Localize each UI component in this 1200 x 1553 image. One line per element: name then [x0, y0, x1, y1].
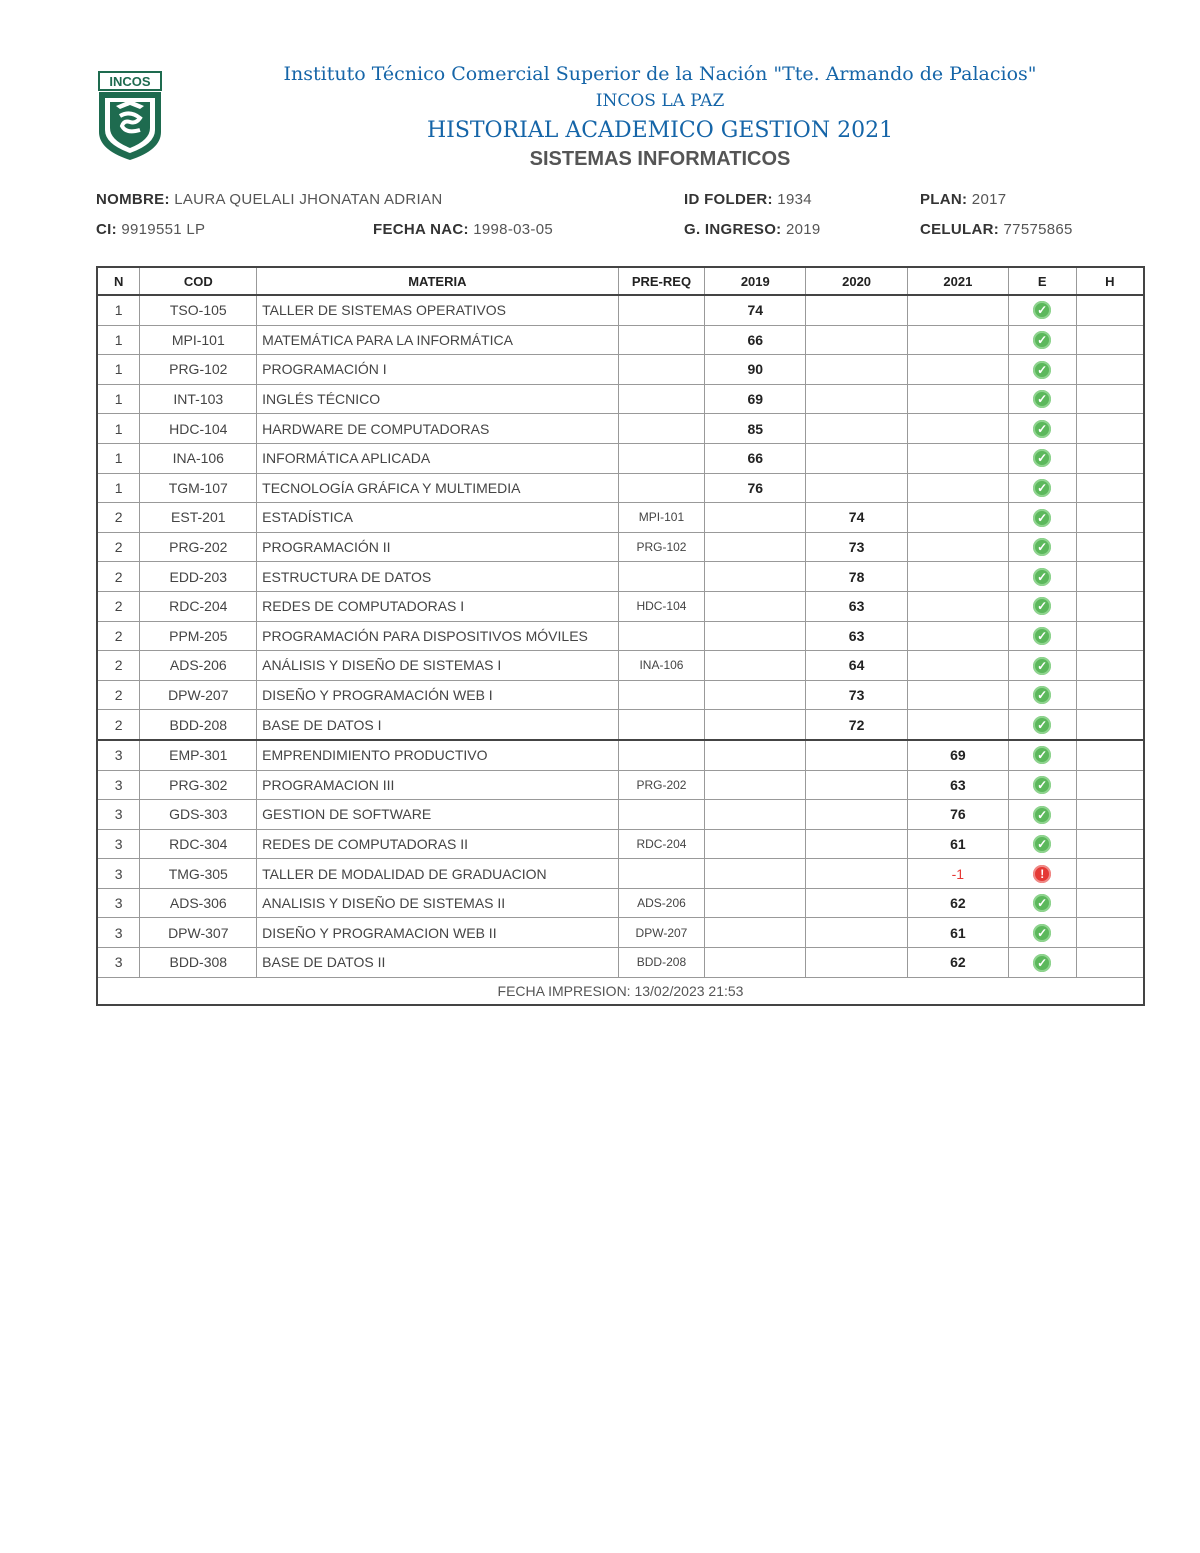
grade-2020-cell [806, 800, 908, 830]
h-cell [1076, 532, 1144, 562]
code-cell: PRG-202 [140, 532, 257, 562]
student-phone: CELULAR: 77575865 [920, 221, 1073, 238]
semester-cell: 2 [97, 503, 140, 533]
grade-2019-cell [705, 740, 806, 770]
check-circle-icon: ✓ [1033, 924, 1051, 942]
semester-cell: 3 [97, 829, 140, 859]
subject-cell: INGLÉS TÉCNICO [257, 384, 618, 414]
table-row [97, 829, 1144, 859]
grade-2019-cell [705, 591, 806, 621]
grade-2019-cell: 66 [705, 325, 806, 355]
table-row [97, 800, 1144, 830]
status-cell [1008, 503, 1076, 533]
status-cell [1008, 295, 1076, 325]
alert-circle-icon: ! [1033, 865, 1051, 883]
table-row [97, 651, 1144, 681]
grade-2020-cell [806, 888, 908, 918]
status-cell [1008, 591, 1076, 621]
status-cell [1008, 443, 1076, 473]
status-cell [1008, 680, 1076, 710]
subject-cell: REDES DE COMPUTADORAS II [257, 829, 618, 859]
semester-cell: 3 [97, 770, 140, 800]
semester-cell: 1 [97, 443, 140, 473]
status-cell [1008, 562, 1076, 592]
check-circle-icon: ✓ [1033, 331, 1051, 349]
subject-cell: ESTRUCTURA DE DATOS [257, 562, 618, 592]
prereq-cell: HDC-104 [618, 591, 705, 621]
grade-2021-cell [907, 295, 1008, 325]
grade-2021-cell: 69 [907, 740, 1008, 770]
grade-2020-cell: 78 [806, 562, 908, 592]
code-cell: PPM-205 [140, 621, 257, 651]
status-cell [1008, 888, 1076, 918]
check-circle-icon: ✓ [1033, 627, 1051, 645]
check-circle-icon: ✓ [1033, 361, 1051, 379]
grade-2019-cell [705, 621, 806, 651]
status-cell [1008, 473, 1076, 503]
grade-2021-cell [907, 562, 1008, 592]
h-cell [1076, 770, 1144, 800]
grade-2019-cell [705, 532, 806, 562]
check-circle-icon: ✓ [1033, 390, 1051, 408]
grade-2021-cell [907, 473, 1008, 503]
subject-cell: PROGRAMACIÓN II [257, 532, 618, 562]
grade-2019-cell [705, 680, 806, 710]
grade-2021-cell [907, 680, 1008, 710]
subject-cell: TALLER DE MODALIDAD DE GRADUACION [257, 859, 618, 889]
code-cell: TMG-305 [140, 859, 257, 889]
h-cell [1076, 710, 1144, 740]
grade-2019-cell [705, 918, 806, 948]
status-cell [1008, 800, 1076, 830]
grade-2021-cell [907, 414, 1008, 444]
check-circle-icon: ✓ [1033, 509, 1051, 527]
h-cell [1076, 859, 1144, 889]
table-row [97, 473, 1144, 503]
code-cell: RDC-204 [140, 591, 257, 621]
column-header: H [1076, 267, 1144, 295]
grade-2019-cell [705, 859, 806, 889]
h-cell [1076, 621, 1144, 651]
table-row [97, 859, 1144, 889]
grade-2020-cell [806, 918, 908, 948]
status-cell [1008, 829, 1076, 859]
table-row [97, 295, 1144, 325]
grade-2020-cell [806, 473, 908, 503]
grade-2021-cell [907, 621, 1008, 651]
h-cell [1076, 829, 1144, 859]
table-row [97, 680, 1144, 710]
grade-2019-cell [705, 829, 806, 859]
status-cell [1008, 740, 1076, 770]
prereq-cell [618, 859, 705, 889]
prereq-cell [618, 295, 705, 325]
table-row [97, 918, 1144, 948]
status-cell [1008, 918, 1076, 948]
grade-2021-cell [907, 651, 1008, 681]
grade-2021-cell [907, 591, 1008, 621]
document-title: HISTORIAL ACADEMICO GESTION 2021 [426, 118, 894, 143]
status-cell [1008, 355, 1076, 385]
table-row [97, 562, 1144, 592]
subject-cell: PROGRAMACIÓN I [257, 355, 618, 385]
status-cell [1008, 325, 1076, 355]
check-circle-icon: ✓ [1033, 301, 1051, 319]
prereq-cell: DPW-207 [618, 918, 705, 948]
semester-cell: 2 [97, 562, 140, 592]
subject-cell: BASE DE DATOS II [257, 948, 618, 978]
grade-2021-cell [907, 384, 1008, 414]
code-cell: RDC-304 [140, 829, 257, 859]
grade-2020-cell [806, 295, 908, 325]
h-cell [1076, 800, 1144, 830]
student-ci: CI: 9919551 LP [96, 221, 206, 238]
column-header: COD [140, 267, 257, 295]
grade-2020-cell [806, 384, 908, 414]
grade-2019-cell [705, 503, 806, 533]
campus-name: INCOS LA PAZ [595, 91, 725, 111]
table-row [97, 325, 1144, 355]
code-cell: TSO-105 [140, 295, 257, 325]
grade-2021-cell [907, 710, 1008, 740]
subject-cell: INFORMÁTICA APLICADA [257, 443, 618, 473]
table-row [97, 710, 1144, 740]
prereq-cell: MPI-101 [618, 503, 705, 533]
check-circle-icon: ✓ [1033, 420, 1051, 438]
grade-2021-cell [907, 325, 1008, 355]
table-row [97, 532, 1144, 562]
incos-logo [96, 70, 164, 162]
h-cell [1076, 473, 1144, 503]
grade-2021-cell: 62 [907, 948, 1008, 978]
check-circle-icon: ✓ [1033, 449, 1051, 467]
grade-2019-cell [705, 562, 806, 592]
grade-2021-cell: 63 [907, 770, 1008, 800]
table-row [97, 770, 1144, 800]
code-cell: INT-103 [140, 384, 257, 414]
table-row [97, 414, 1144, 444]
grade-2020-cell: 73 [806, 532, 908, 562]
column-header: N [97, 267, 140, 295]
prereq-cell [618, 325, 705, 355]
table-row [97, 948, 1144, 978]
grade-2020-cell [806, 355, 908, 385]
prereq-cell: ADS-206 [618, 888, 705, 918]
prereq-cell [618, 740, 705, 770]
grade-2020-cell [806, 443, 908, 473]
h-cell [1076, 948, 1144, 978]
h-cell [1076, 591, 1144, 621]
table-row [97, 888, 1144, 918]
grade-2021-cell [907, 503, 1008, 533]
code-cell: EMP-301 [140, 740, 257, 770]
subject-cell: EMPRENDIMIENTO PRODUCTIVO [257, 740, 618, 770]
h-cell [1076, 295, 1144, 325]
grade-2020-cell [806, 325, 908, 355]
grade-2021-cell [907, 532, 1008, 562]
grade-2020-cell: 64 [806, 651, 908, 681]
h-cell [1076, 503, 1144, 533]
table-header-row [97, 267, 1144, 295]
prereq-cell: PRG-202 [618, 770, 705, 800]
semester-cell: 2 [97, 651, 140, 681]
subject-cell: PROGRAMACIÓN PARA DISPOSITIVOS MÓVILES [257, 621, 618, 651]
code-cell: HDC-104 [140, 414, 257, 444]
code-cell: BDD-208 [140, 710, 257, 740]
check-circle-icon: ✓ [1033, 894, 1051, 912]
check-circle-icon: ✓ [1033, 479, 1051, 497]
h-cell [1076, 918, 1144, 948]
semester-cell: 2 [97, 591, 140, 621]
h-cell [1076, 414, 1144, 444]
column-header: E [1008, 267, 1076, 295]
code-cell: PRG-302 [140, 770, 257, 800]
check-circle-icon: ✓ [1033, 686, 1051, 704]
prereq-cell [618, 443, 705, 473]
student-admission: G. INGRESO: 2019 [684, 221, 821, 238]
column-header: 2021 [907, 267, 1008, 295]
code-cell: INA-106 [140, 443, 257, 473]
grade-2019-cell [705, 800, 806, 830]
grade-2019-cell: 74 [705, 295, 806, 325]
subject-cell: MATEMÁTICA PARA LA INFORMÁTICA [257, 325, 618, 355]
table-row [97, 503, 1144, 533]
check-circle-icon: ✓ [1033, 657, 1051, 675]
semester-cell: 1 [97, 473, 140, 503]
table-row [97, 384, 1144, 414]
subject-cell: REDES DE COMPUTADORAS I [257, 591, 618, 621]
status-cell [1008, 651, 1076, 681]
prereq-cell: RDC-204 [618, 829, 705, 859]
prereq-cell: PRG-102 [618, 532, 705, 562]
h-cell [1076, 651, 1144, 681]
logo-text: INCOS [109, 74, 151, 89]
grade-2020-cell: 63 [806, 621, 908, 651]
status-cell [1008, 384, 1076, 414]
semester-cell: 3 [97, 859, 140, 889]
check-circle-icon: ✓ [1033, 746, 1051, 764]
check-circle-icon: ✓ [1033, 835, 1051, 853]
h-cell [1076, 562, 1144, 592]
semester-cell: 1 [97, 384, 140, 414]
code-cell: GDS-303 [140, 800, 257, 830]
status-cell [1008, 414, 1076, 444]
status-cell [1008, 532, 1076, 562]
semester-cell: 2 [97, 710, 140, 740]
semester-cell: 3 [97, 948, 140, 978]
student-birthdate: FECHA NAC: 1998-03-05 [373, 221, 553, 238]
check-circle-icon: ✓ [1033, 597, 1051, 615]
print-date: FECHA IMPRESION: 13/02/2023 21:53 [97, 977, 1144, 1005]
code-cell: EDD-203 [140, 562, 257, 592]
code-cell: ADS-306 [140, 888, 257, 918]
career-name: SISTEMAS INFORMATICOS [529, 148, 791, 170]
column-header: 2020 [806, 267, 908, 295]
check-circle-icon: ✓ [1033, 568, 1051, 586]
grade-2021-cell: -1 [907, 859, 1008, 889]
grade-2020-cell: 72 [806, 710, 908, 740]
table-row [97, 591, 1144, 621]
prereq-cell: BDD-208 [618, 948, 705, 978]
prereq-cell [618, 414, 705, 444]
institute-name: Instituto Técnico Comercial Superior de la Nación "Tte. Armando de Palacios" [283, 63, 1037, 85]
code-cell: PRG-102 [140, 355, 257, 385]
status-cell [1008, 621, 1076, 651]
subject-cell: DISEÑO Y PROGRAMACION WEB II [257, 918, 618, 948]
code-cell: TGM-107 [140, 473, 257, 503]
check-circle-icon: ✓ [1033, 806, 1051, 824]
h-cell [1076, 888, 1144, 918]
subject-cell: GESTION DE SOFTWARE [257, 800, 618, 830]
subject-cell: DISEÑO Y PROGRAMACIÓN WEB I [257, 680, 618, 710]
h-cell [1076, 680, 1144, 710]
code-cell: MPI-101 [140, 325, 257, 355]
grade-2021-cell: 76 [907, 800, 1008, 830]
code-cell: DPW-307 [140, 918, 257, 948]
subject-cell: ANÁLISIS Y DISEÑO DE SISTEMAS I [257, 651, 618, 681]
grade-2020-cell [806, 859, 908, 889]
check-circle-icon: ✓ [1033, 954, 1051, 972]
check-circle-icon: ✓ [1033, 716, 1051, 734]
semester-cell: 2 [97, 621, 140, 651]
column-header: PRE-REQ [618, 267, 705, 295]
grade-2019-cell [705, 888, 806, 918]
h-cell [1076, 384, 1144, 414]
prereq-cell [618, 473, 705, 503]
code-cell: EST-201 [140, 503, 257, 533]
check-circle-icon: ✓ [1033, 538, 1051, 556]
prereq-cell [618, 355, 705, 385]
h-cell [1076, 325, 1144, 355]
document-header [170, 60, 1150, 172]
grade-2019-cell: 85 [705, 414, 806, 444]
semester-cell: 2 [97, 680, 140, 710]
status-cell [1008, 859, 1076, 889]
prereq-cell [618, 680, 705, 710]
grade-2021-cell: 61 [907, 918, 1008, 948]
grade-2021-cell: 62 [907, 888, 1008, 918]
grade-2021-cell: 61 [907, 829, 1008, 859]
status-cell [1008, 948, 1076, 978]
grade-2020-cell [806, 829, 908, 859]
status-cell [1008, 710, 1076, 740]
semester-cell: 2 [97, 532, 140, 562]
h-cell [1076, 443, 1144, 473]
semester-cell: 3 [97, 800, 140, 830]
subject-cell: HARDWARE DE COMPUTADORAS [257, 414, 618, 444]
subject-cell: PROGRAMACION III [257, 770, 618, 800]
grade-2020-cell [806, 740, 908, 770]
prereq-cell [618, 621, 705, 651]
h-cell [1076, 355, 1144, 385]
grade-2020-cell [806, 414, 908, 444]
subject-cell: TALLER DE SISTEMAS OPERATIVOS [257, 295, 618, 325]
grade-2019-cell [705, 770, 806, 800]
code-cell: ADS-206 [140, 651, 257, 681]
grade-2020-cell: 73 [806, 680, 908, 710]
h-cell [1076, 740, 1144, 770]
grade-2019-cell: 66 [705, 443, 806, 473]
code-cell: BDD-308 [140, 948, 257, 978]
subject-cell: ANALISIS Y DISEÑO DE SISTEMAS II [257, 888, 618, 918]
subject-cell: ESTADÍSTICA [257, 503, 618, 533]
grade-2021-cell [907, 355, 1008, 385]
prereq-cell: INA-106 [618, 651, 705, 681]
grade-2020-cell [806, 948, 908, 978]
check-circle-icon: ✓ [1033, 776, 1051, 794]
student-folder: ID FOLDER: 1934 [684, 191, 812, 208]
semester-cell: 1 [97, 295, 140, 325]
grade-2019-cell [705, 651, 806, 681]
table-row [97, 740, 1144, 770]
grade-2019-cell [705, 948, 806, 978]
prereq-cell [618, 384, 705, 414]
student-name: NOMBRE: LAURA QUELALI JHONATAN ADRIAN [96, 191, 443, 208]
semester-cell: 1 [97, 355, 140, 385]
grade-2020-cell [806, 770, 908, 800]
subject-cell: BASE DE DATOS I [257, 710, 618, 740]
grade-2021-cell [907, 443, 1008, 473]
prereq-cell [618, 710, 705, 740]
semester-cell: 1 [97, 325, 140, 355]
semester-cell: 3 [97, 918, 140, 948]
status-cell [1008, 770, 1076, 800]
grade-2019-cell: 76 [705, 473, 806, 503]
table-row [97, 621, 1144, 651]
grade-2019-cell [705, 710, 806, 740]
grade-2019-cell: 90 [705, 355, 806, 385]
prereq-cell [618, 800, 705, 830]
grade-2019-cell: 69 [705, 384, 806, 414]
grades-table [96, 266, 1145, 1006]
table-row [97, 443, 1144, 473]
prereq-cell [618, 562, 705, 592]
semester-cell: 1 [97, 414, 140, 444]
column-header: 2019 [705, 267, 806, 295]
semester-cell: 3 [97, 740, 140, 770]
code-cell: DPW-207 [140, 680, 257, 710]
grade-2020-cell: 63 [806, 591, 908, 621]
subject-cell: TECNOLOGÍA GRÁFICA Y MULTIMEDIA [257, 473, 618, 503]
table-row [97, 355, 1144, 385]
column-header: MATERIA [257, 267, 618, 295]
semester-cell: 3 [97, 888, 140, 918]
grade-2020-cell: 74 [806, 503, 908, 533]
student-plan: PLAN: 2017 [920, 191, 1007, 208]
